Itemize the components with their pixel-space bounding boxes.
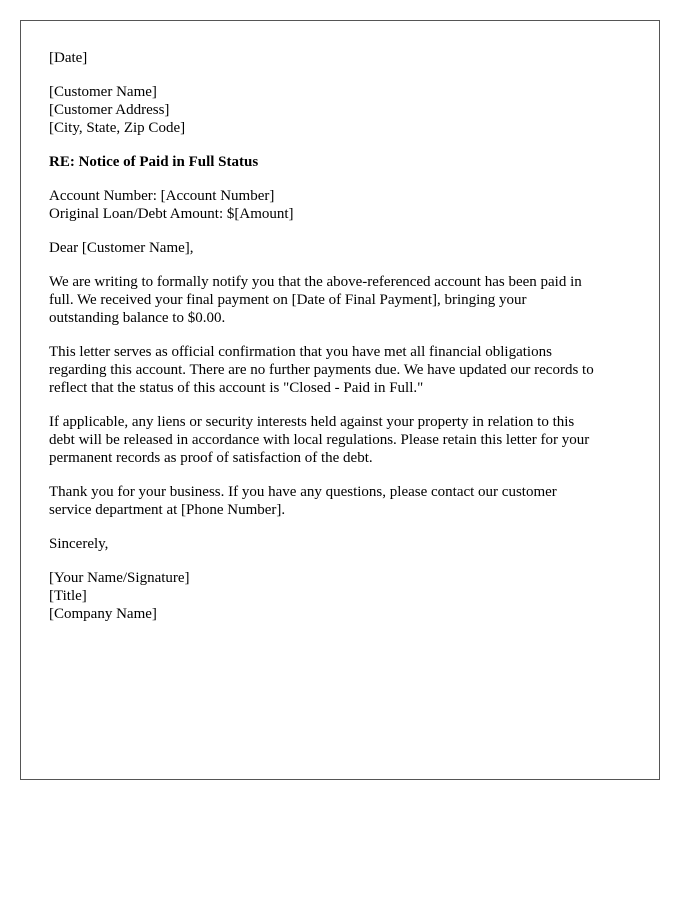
paragraph-line: We are writing to formally notify you that the above-referenced account has been paid in xyxy=(49,274,582,290)
salutation-block xyxy=(49,239,633,257)
salutation: Dear [Customer Name], xyxy=(49,240,194,256)
account-number-line: Account Number: [Account Number] xyxy=(49,188,275,204)
original-amount-line: Original Loan/Debt Amount: $[Amount] xyxy=(49,206,294,222)
paragraph-line: This letter serves as official confirmation that you have met all financial obligations xyxy=(49,344,552,360)
paragraph-line: debt will be released in accordance with local regulations. Please retain this letter for your xyxy=(49,432,590,448)
closing-block xyxy=(49,535,633,553)
recipient-name: [Customer Name] xyxy=(49,84,157,100)
paragraph-confirmation xyxy=(49,343,633,397)
date-block xyxy=(49,49,633,67)
paragraph-line: service department at [Phone Number]. xyxy=(49,502,286,518)
letter-body xyxy=(49,49,633,639)
subject-block xyxy=(49,153,633,171)
paragraph-line: outstanding balance to $0.00. xyxy=(49,310,226,326)
subject-line: RE: Notice of Paid in Full Status xyxy=(49,154,259,170)
signature-name: [Your Name/Signature] xyxy=(49,570,190,586)
account-details-block xyxy=(49,187,633,223)
paragraph-liens xyxy=(49,413,633,467)
closing: Sincerely, xyxy=(49,536,109,552)
letter-date: [Date] xyxy=(49,50,88,66)
recipient-address: [Customer Address] xyxy=(49,102,170,118)
signature-title: [Title] xyxy=(49,588,87,604)
paragraph-paid-notice xyxy=(49,273,633,327)
paragraph-line: reflect that the status of this account is "Closed - Paid in Full." xyxy=(49,380,424,396)
paragraph-line: If applicable, any liens or security interests held against your property in relation to this xyxy=(49,414,575,430)
paragraph-line: full. We received your final payment on [Date of Final Payment], bringing your xyxy=(49,292,527,308)
recipient-city-state-zip: [City, State, Zip Code] xyxy=(49,120,186,136)
paragraph-line: regarding this account. There are no further payments due. We have updated our records to xyxy=(49,362,594,378)
paragraph-thank-you xyxy=(49,483,633,519)
letter-frame xyxy=(20,20,660,780)
signature-block xyxy=(49,569,633,623)
recipient-address-block xyxy=(49,83,633,137)
paragraph-line: permanent records as proof of satisfaction of the debt. xyxy=(49,450,373,466)
paragraph-line: Thank you for your business. If you have any questions, please contact our customer xyxy=(49,484,557,500)
signature-company: [Company Name] xyxy=(49,606,157,622)
